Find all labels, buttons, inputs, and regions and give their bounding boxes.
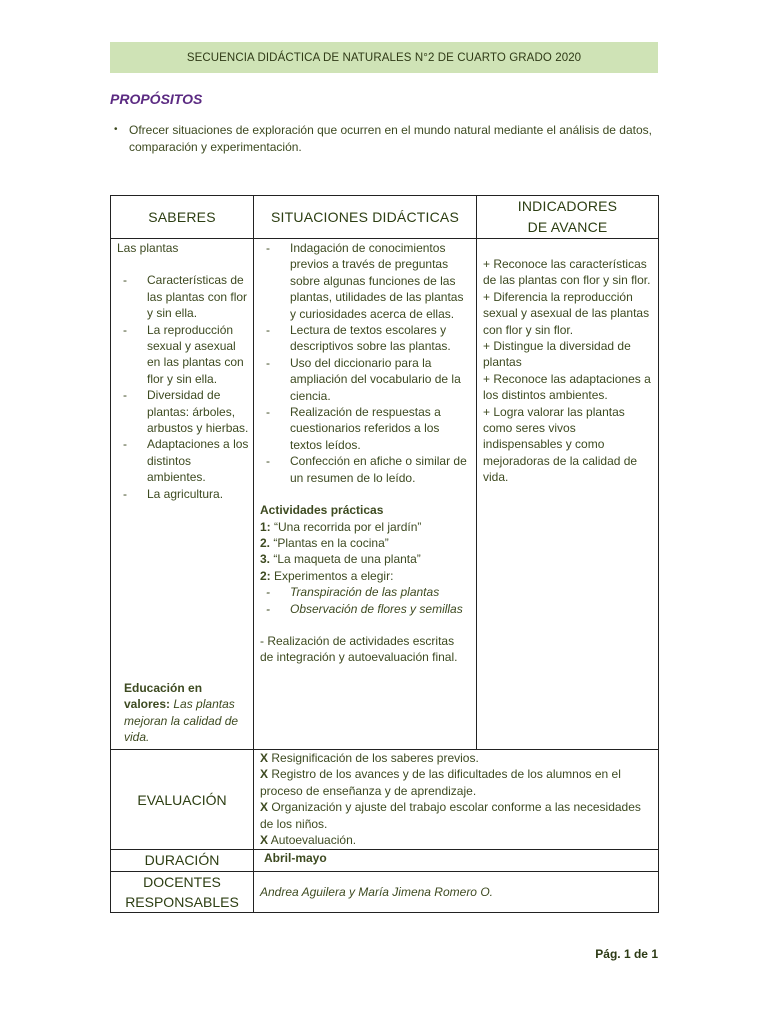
bullet-icon: •	[114, 124, 118, 135]
header-indicadores-text: INDICADORES DE AVANCE	[517, 198, 618, 235]
saberes-list	[117, 272, 249, 502]
docentes-label-line2: RESPONSABLES	[125, 894, 239, 911]
list-item: - Observación de flores y semillas	[266, 601, 463, 616]
header-indicadores	[477, 196, 659, 239]
evaluation-item: X Organización y ajuste del trabajo escolar conforme a las necesidades de los niños.	[260, 800, 641, 831]
final-activity: - Realización de actividades escritas de integración y autoevaluación final.	[260, 633, 458, 665]
practical-activities-title: Actividades prácticas	[260, 503, 384, 518]
list-item: - Lectura de textos escolares y descriptivos sobre las plantas.	[266, 323, 451, 354]
evaluation-item: X Resignificación de los saberes previos.	[260, 751, 479, 765]
activity-item: 1: “Una recorrida por el jardín”	[260, 519, 422, 534]
list-item: - Realización de respuestas a cuestionarios referidos a los textos leídos.	[266, 405, 441, 452]
list-item: - Indagación de conocimientos previos a través de preguntas sobre algunas funciones de las plantas, utilidades de las plantas y curiosidades acerca de ellas.	[266, 241, 464, 321]
activity-item: 2. “Plantas en la cocina”	[260, 535, 389, 550]
list-item: - Confección en afiche o similar de un resumen de lo leído.	[266, 454, 467, 485]
header-situaciones: SITUACIONES DIDÁCTICAS	[254, 196, 477, 239]
activity-item: 2: Experimentos a elegir:	[260, 568, 394, 583]
indicator-item: + Reconoce las adaptaciones a los distintos ambientes.	[483, 371, 651, 403]
list-item: - Transpiración de las plantas	[266, 585, 440, 600]
docentes-label-line1: DOCENTES	[143, 874, 221, 891]
list-item: - Diversidad de plantas: árboles, arbustos y hierbas.	[123, 388, 249, 436]
duracion-cell	[254, 850, 659, 872]
duracion-value: Abril-mayo	[264, 851, 327, 866]
docentes-value: Andrea Aguilera y María Jimena Romero O.	[260, 885, 493, 900]
activity-item: 3. “La maqueta de una planta”	[260, 552, 421, 567]
indicator-item: + Distingue la diversidad de plantas	[483, 339, 631, 370]
list-item: - La reproducción sexual y asexual en las plantas con flor y sin ella.	[123, 322, 244, 386]
saberes-cell	[111, 239, 254, 750]
list-item: - Adaptaciones a los distintos ambientes.	[123, 437, 249, 485]
docentes-label	[111, 872, 254, 913]
didactic-table	[110, 195, 659, 913]
purpose-text: Ofrecer situaciones de exploración que ocurren en el mundo natural mediante el análisis de datos, comparación y experimentación.	[129, 123, 652, 154]
indicadores-cell	[477, 239, 659, 750]
evaluation-item: X Registro de los avances y de las dificultades de los alumnos en el proceso de enseñanza y de aprendizaje.	[260, 767, 621, 798]
indicator-item: + Logra valorar las plantas como seres vivos indispensables y como mejoradoras de la calidad de vida.	[483, 404, 638, 485]
situaciones-cell	[254, 239, 477, 750]
document-title-banner	[110, 42, 658, 73]
evaluation-item: X Autoevaluación.	[260, 833, 357, 848]
duracion-label: DURACIÓN	[111, 850, 254, 872]
evaluacion-label: EVALUACIÓN	[111, 750, 254, 850]
values-label: Educación en valores:	[124, 681, 203, 712]
saberes-title: Las plantas	[117, 241, 179, 255]
experiments-list	[260, 584, 470, 617]
purpose-list	[114, 122, 660, 155]
list-item: - Uso del diccionario para la ampliación del vocabulario de la ciencia.	[266, 355, 461, 403]
document-title: SECUENCIA DIDÁCTICA DE NATURALES N°2 DE CUARTO GRADO 2020	[186, 51, 582, 64]
section-title: PROPÓSITOS	[110, 91, 203, 107]
list-item: - La agricultura.	[123, 486, 224, 501]
values-text: Las plantas mejoran la calidad de vida.	[124, 697, 239, 745]
indicator-item: + Diferencia la reproducción sexual y asexual de las plantas con flor y sin flor.	[483, 289, 650, 337]
page-number: Pág. 1 de 1	[595, 947, 658, 961]
header-saberes: SABERES	[111, 196, 254, 239]
situaciones-list	[260, 240, 470, 486]
list-item: - Características de las plantas con flor y sin ella.	[123, 273, 248, 321]
evaluacion-cell	[254, 750, 659, 850]
indicator-item: + Reconoce las características de las plantas con flor y sin flor.	[483, 257, 651, 288]
docentes-cell	[254, 872, 659, 913]
values-education	[124, 680, 244, 746]
